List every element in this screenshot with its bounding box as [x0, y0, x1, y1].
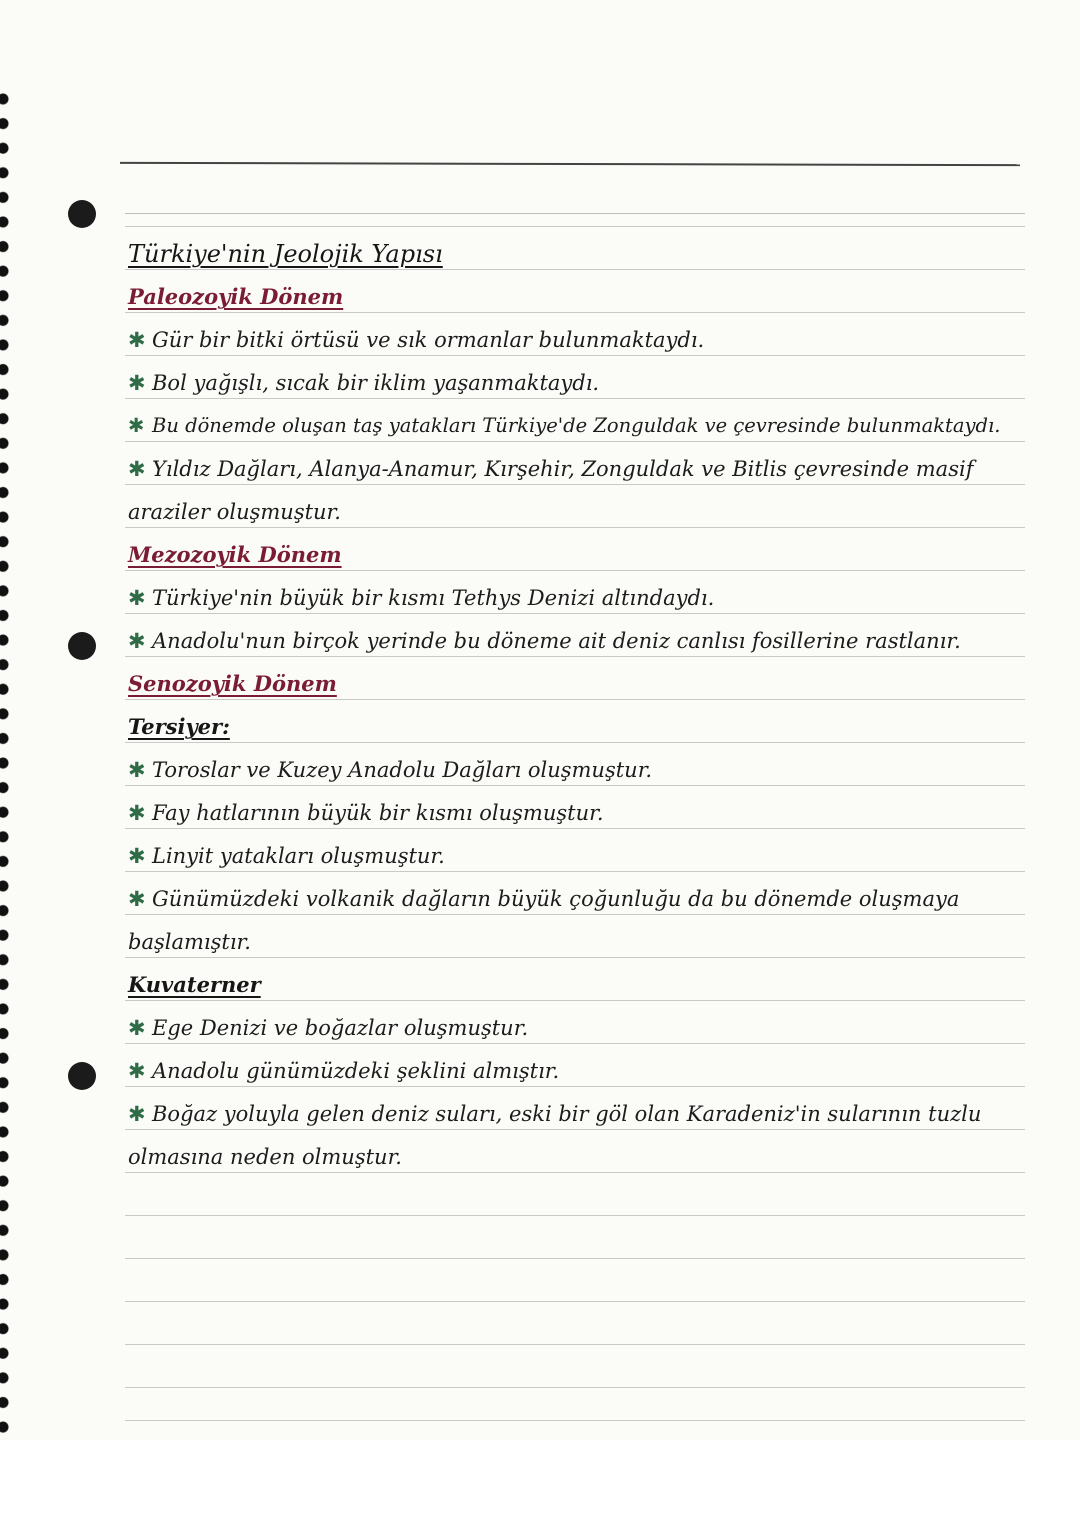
- ruled-line: [125, 213, 1025, 214]
- ruled-line: [125, 957, 1025, 958]
- ruled-line: [125, 1172, 1025, 1173]
- star-bullet-icon: ✱: [128, 844, 146, 868]
- star-bullet-icon: ✱: [128, 758, 146, 782]
- star-bullet-icon: ✱: [128, 1102, 146, 1126]
- star-bullet-icon: ✱: [128, 1059, 146, 1083]
- section-heading-mesozoic: Mezozoyik Dönem: [128, 542, 342, 567]
- ruled-line: [125, 441, 1025, 442]
- list-item: ✱ Ege Denizi ve boğazlar oluşmuştur.: [128, 1016, 529, 1040]
- ruled-line: [125, 871, 1025, 872]
- list-item: ✱ Anadolu günümüzdeki şeklini almıştır.: [128, 1059, 560, 1083]
- list-item: ✱ Yıldız Dağları, Alanya-Anamur, Kırşehir, Zonguldak ve Bitlis çevresinde masif: [128, 457, 974, 481]
- ruled-line: [125, 785, 1025, 786]
- ruled-line: [125, 613, 1025, 614]
- star-bullet-icon: ✱: [128, 801, 146, 825]
- star-bullet-icon: ✱: [128, 887, 146, 911]
- punch-hole: [68, 632, 96, 660]
- subheading-tertiary: Tersiyer:: [128, 714, 230, 739]
- ruled-line: [125, 1301, 1025, 1302]
- star-bullet-icon: ✱: [128, 371, 146, 395]
- ruled-line: [125, 1043, 1025, 1044]
- background-margin: [0, 1440, 1080, 1527]
- list-item: ✱ Gür bir bitki örtüsü ve sık ormanlar bulunmaktaydı.: [128, 328, 705, 352]
- list-item: ✱ Anadolu'nun birçok yerinde bu döneme ait deniz canlısı fosillerine rastlanır.: [128, 629, 961, 653]
- list-item: ✱ Türkiye'nin büyük bir kısmı Tethys Denizi altındaydı.: [128, 586, 715, 610]
- ruled-line: [125, 1086, 1025, 1087]
- star-bullet-icon: ✱: [128, 457, 146, 481]
- ruled-line: [125, 484, 1025, 485]
- list-item-continuation: araziler oluşmuştur.: [128, 500, 341, 524]
- section-heading-cenozoic: Senozoyik Dönem: [128, 671, 337, 696]
- ruled-line: [125, 742, 1025, 743]
- ruled-line: [125, 527, 1025, 528]
- list-item: ✱ Toroslar ve Kuzey Anadolu Dağları oluşmuştur.: [128, 758, 653, 782]
- list-item: ✱ Fay hatlarının büyük bir kısmı oluşmuştur.: [128, 801, 604, 825]
- ruled-line: [125, 699, 1025, 700]
- list-item: ✱ Boğaz yoluyla gelen deniz suları, eski bir göl olan Karadeniz'in sularının tuzlu: [128, 1102, 982, 1126]
- list-item: ✱ Günümüzdeki volkanik dağların büyük çoğunluğu da bu dönemde oluşmaya: [128, 887, 960, 911]
- list-item-continuation: başlamıştır.: [128, 930, 251, 954]
- ruled-line: [125, 828, 1025, 829]
- ruled-line: [125, 312, 1025, 313]
- list-item-continuation: olmasına neden olmuştur.: [128, 1145, 402, 1169]
- punch-hole: [68, 1062, 96, 1090]
- ruled-line: [125, 226, 1025, 227]
- header-rule: [120, 162, 1020, 166]
- ruled-line: [125, 570, 1025, 571]
- star-bullet-icon: ✱: [128, 1016, 146, 1040]
- list-item: ✱ Bol yağışlı, sıcak bir iklim yaşanmaktaydı.: [128, 371, 600, 395]
- ruled-line: [125, 1420, 1025, 1421]
- list-item: ✱ Bu dönemde oluşan taş yatakları Türkiye'de Zonguldak ve çevresinde bulunmaktaydı.: [128, 412, 1028, 440]
- subheading-quaternary: Kuvaterner: [128, 972, 261, 997]
- ruled-line: [125, 1000, 1025, 1001]
- ruled-line: [125, 269, 1025, 270]
- ruled-line: [125, 1215, 1025, 1216]
- ruled-line: [125, 398, 1025, 399]
- section-heading-paleozoic: Paleozoyik Dönem: [128, 284, 344, 309]
- ruled-line: [125, 656, 1025, 657]
- ruled-line: [125, 1129, 1025, 1130]
- list-item: ✱ Linyit yatakları oluşmuştur.: [128, 844, 445, 868]
- star-bullet-icon: ✱: [128, 586, 146, 610]
- star-bullet-icon: ✱: [128, 328, 146, 352]
- spiral-binding: [0, 92, 14, 1437]
- punch-hole: [68, 200, 96, 228]
- ruled-line: [125, 1258, 1025, 1259]
- star-bullet-icon: ✱: [128, 414, 145, 437]
- ruled-line: [125, 1387, 1025, 1388]
- page-title: Türkiye'nin Jeolojik Yapısı: [128, 240, 443, 268]
- ruled-line: [125, 914, 1025, 915]
- star-bullet-icon: ✱: [128, 629, 146, 653]
- ruled-line: [125, 355, 1025, 356]
- ruled-line: [125, 1344, 1025, 1345]
